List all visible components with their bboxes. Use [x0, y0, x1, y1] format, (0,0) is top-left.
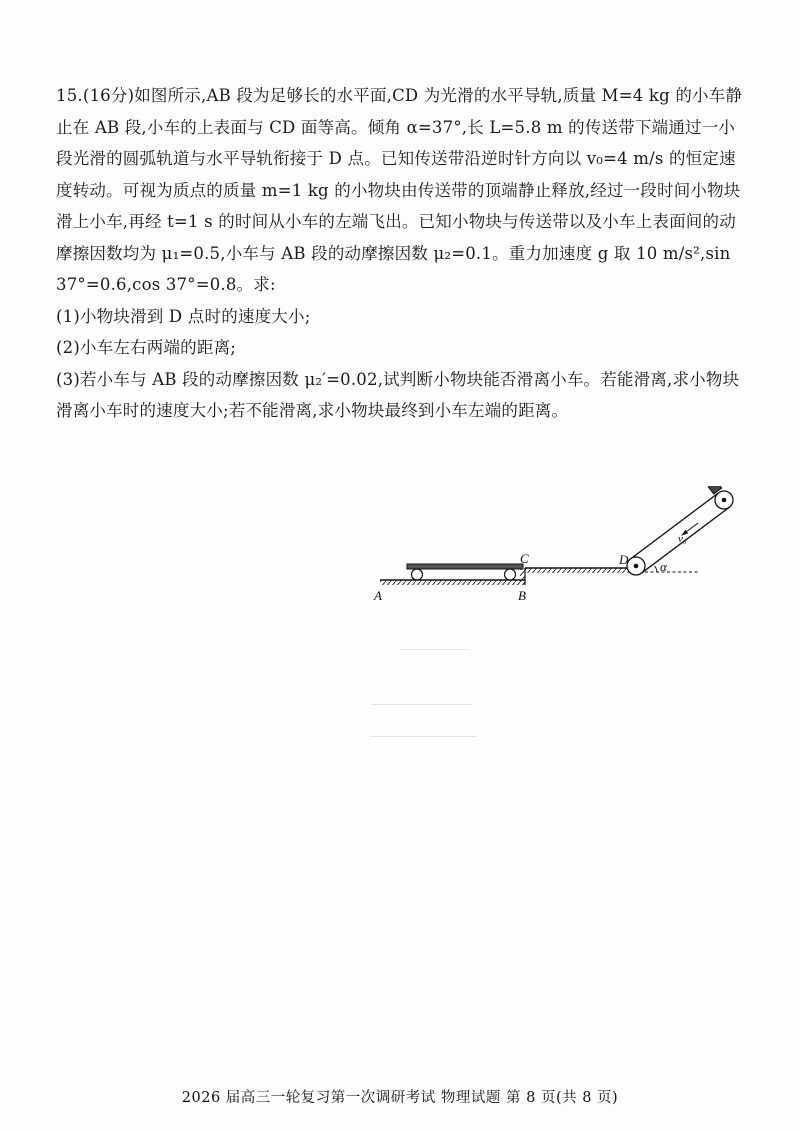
label-b: B: [518, 588, 526, 603]
label-alpha: α: [660, 559, 667, 574]
label-c: C: [520, 551, 529, 566]
problem-15: [56, 80, 746, 427]
scan-artifact-line: [400, 649, 470, 650]
cart: [407, 564, 523, 580]
scan-artifact-line: [372, 704, 472, 705]
physics-diagram: [360, 486, 750, 611]
problem-stem: 15.(16分)如图所示,AB 段为足够长的水平面,CD 为光滑的水平导轨,质量 M=4 kg 的小车静止在 AB 段,小车的上表面与 CD 面等高。倾角 α=37°,长 L=5.8 m 的传送带下端通过一小段光滑的圆弧轨道与水平导轨衔接于 D 点。已知传送带沿逆时针方向以 v₀=4 m/s 的恒定速度转动。可视为质点的质量 m=1 kg 的小物块由传送带的顶端静止释放,经过一段时间小物块滑上小车,再经 t=1 s 的时间从小车的左端飞出。已知小物块与传送带以及小车上表面间的动摩擦因数均为 μ₁=0.5,小车与 AB 段的动摩擦因数 μ₂=0.1。重力加速度 g 取 10 m/s²,sin 37°=0.6,cos 37°=0.8。求:: [56, 86, 743, 294]
rail-cd: [520, 568, 630, 585]
ground-ab: [380, 580, 525, 585]
label-d: D: [619, 552, 629, 567]
question-2: (2)小车左右两端的距离;: [56, 338, 237, 357]
question-1: (1)小物块滑到 D 点时的速度大小;: [56, 306, 311, 326]
page-footer: 2026 届高三一轮复习第一次调研考试 物理试题 第 8 页(共 8 页): [181, 1090, 619, 1106]
diagram-svg: [360, 486, 750, 611]
label-v0: v₀: [678, 533, 687, 545]
conveyor-belt: [627, 486, 733, 575]
label-a: A: [374, 588, 382, 603]
question-3: (3)若小车与 AB 段的动摩擦因数 μ₂′=0.02,试判断小物块能否滑离小车。若能滑离,求小物块滑离小车时的速度大小;若不能滑离,求小物块最终到小车左端的距离。: [56, 369, 740, 420]
scan-artifact-line: [370, 736, 476, 737]
